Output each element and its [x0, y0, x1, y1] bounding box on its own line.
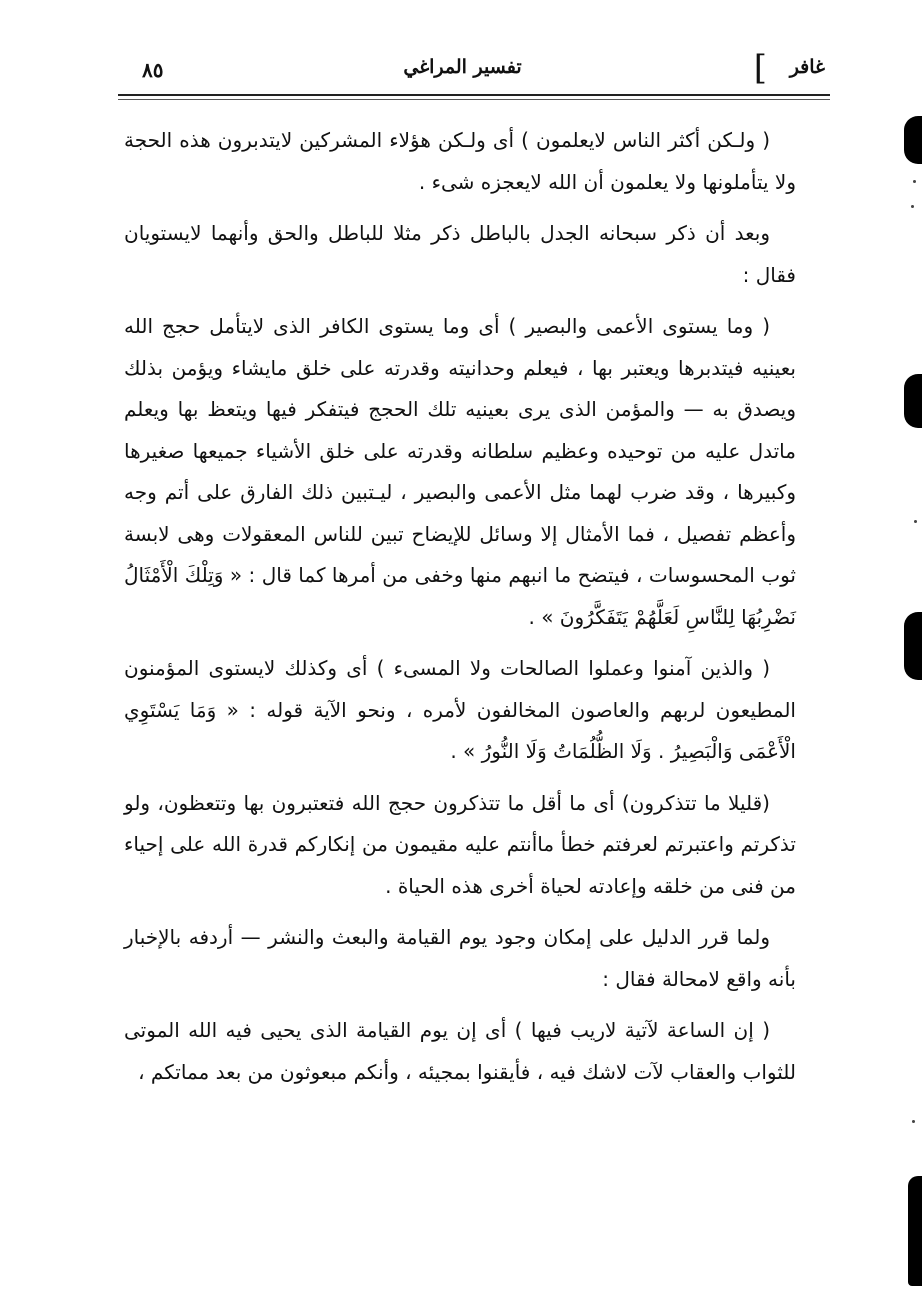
- header-rule: [118, 94, 830, 96]
- paragraph-1: ( ولـكن أكثر الناس لايعلمون ) أى ولـكن هؤلاء المشركين لايتدبرون هذه الحجة ولا يتأملونها ولا يعلمون أن الله لايعجزه شىء .: [124, 128, 796, 194]
- scan-edge-mark: [904, 374, 922, 428]
- page-body: [124, 120, 796, 1097]
- scan-speck: [911, 205, 914, 208]
- page-header: [100, 48, 825, 92]
- paragraph-5: (قليلا ما تتذكرون) أى ما أقل ما تتذكرون حجج الله فتعتبرون بها وتتعظون، ولو تذكرتم واعتبرتم لعرفتم خطأ ماأنتم عليه مقيمون من إنكاركم قدرة الله على إحياء من فنى من خلقه وإعادته لحياة أخرى هذه الحياة .: [124, 790, 796, 898]
- paragraph-7: ( إن الساعة لآتية لاريب فيها ) أى إن يوم القيامة الذى يحيى فيه الله الموتى للثواب والعقاب لآت لاشك فيه ، فأيقنوا بمجيئه ، وأنكم مبعوثون من بعد مماتكم ،: [124, 1018, 796, 1084]
- header-bracket: ]: [753, 48, 767, 88]
- scan-speck: [913, 180, 916, 183]
- surah-name: غافر: [789, 56, 825, 78]
- page-number: ٨٥: [142, 58, 164, 82]
- header-rule-thin: [118, 99, 830, 100]
- scan-speck: [912, 1120, 915, 1123]
- paragraph-3: ( وما يستوى الأعمى والبصير ) أى وما يستوى الكافر الذى لايتأمل حجج الله بعينيه فيتدبرها ويعتبر بها ، فيعلم وحدانيته وقدرته على خلق مايشاء ويؤمن بذلك ويصدق به — والمؤمن الذى يرى بعينيه تلك الحجج فيتفكر فيها ويتعظ بها ويعلم ماتدل عليه من توحيده وعظيم سلطانه وقدرته على خلق الأشياء جميعها صغيرها وكبيرها ، وقد ضرب لهما مثل الأعمى والبصير ، ليـتبين ذلك الفارق على أتم وجه وأعظم تفصيل ، فما الأمثال إلا وسائل للإيضاح تبين للناس المعقولات وهى لابسة ثوب المحسوسات ، فيتضح ما انبهم منها وخفى من أمرها كما قال : « وَتِلْكَ الْأَمْثَالُ نَضْرِبُهَا لِلنَّاسِ لَعَلَّهُمْ يَتَفَكَّرُونَ » .: [124, 314, 796, 629]
- scan-edge-mark: [904, 116, 922, 164]
- scan-edge-mark: [904, 612, 922, 680]
- scan-speck: [914, 520, 917, 523]
- paragraph-4: ( والذين آمنوا وعملوا الصالحات ولا المسىء ) أى وكذلك لايستوى المؤمنون المطيعون لربهم والعاصون المخالفون لأمره ، ونحو الآية قوله : « وَمَا يَسْتَوِي الْأَعْمَى وَالْبَصِيرُ . وَلَا الظُّلُمَاتُ وَلَا النُّورُ » .: [124, 656, 796, 763]
- book-title: تفسير المراغي: [403, 56, 522, 78]
- paragraph-2: وبعد أن ذكر سبحانه الجدل بالباطل ذكر مثلا للباطل والحق وأنهما لايستويان فقال :: [124, 221, 796, 287]
- paragraph-6: ولما قرر الدليل على إمكان وجود يوم القيامة والبعث والنشر — أردفه بالإخبار بأنه واقع لامحالة فقال :: [124, 925, 796, 991]
- scan-edge-mark: [908, 1176, 922, 1286]
